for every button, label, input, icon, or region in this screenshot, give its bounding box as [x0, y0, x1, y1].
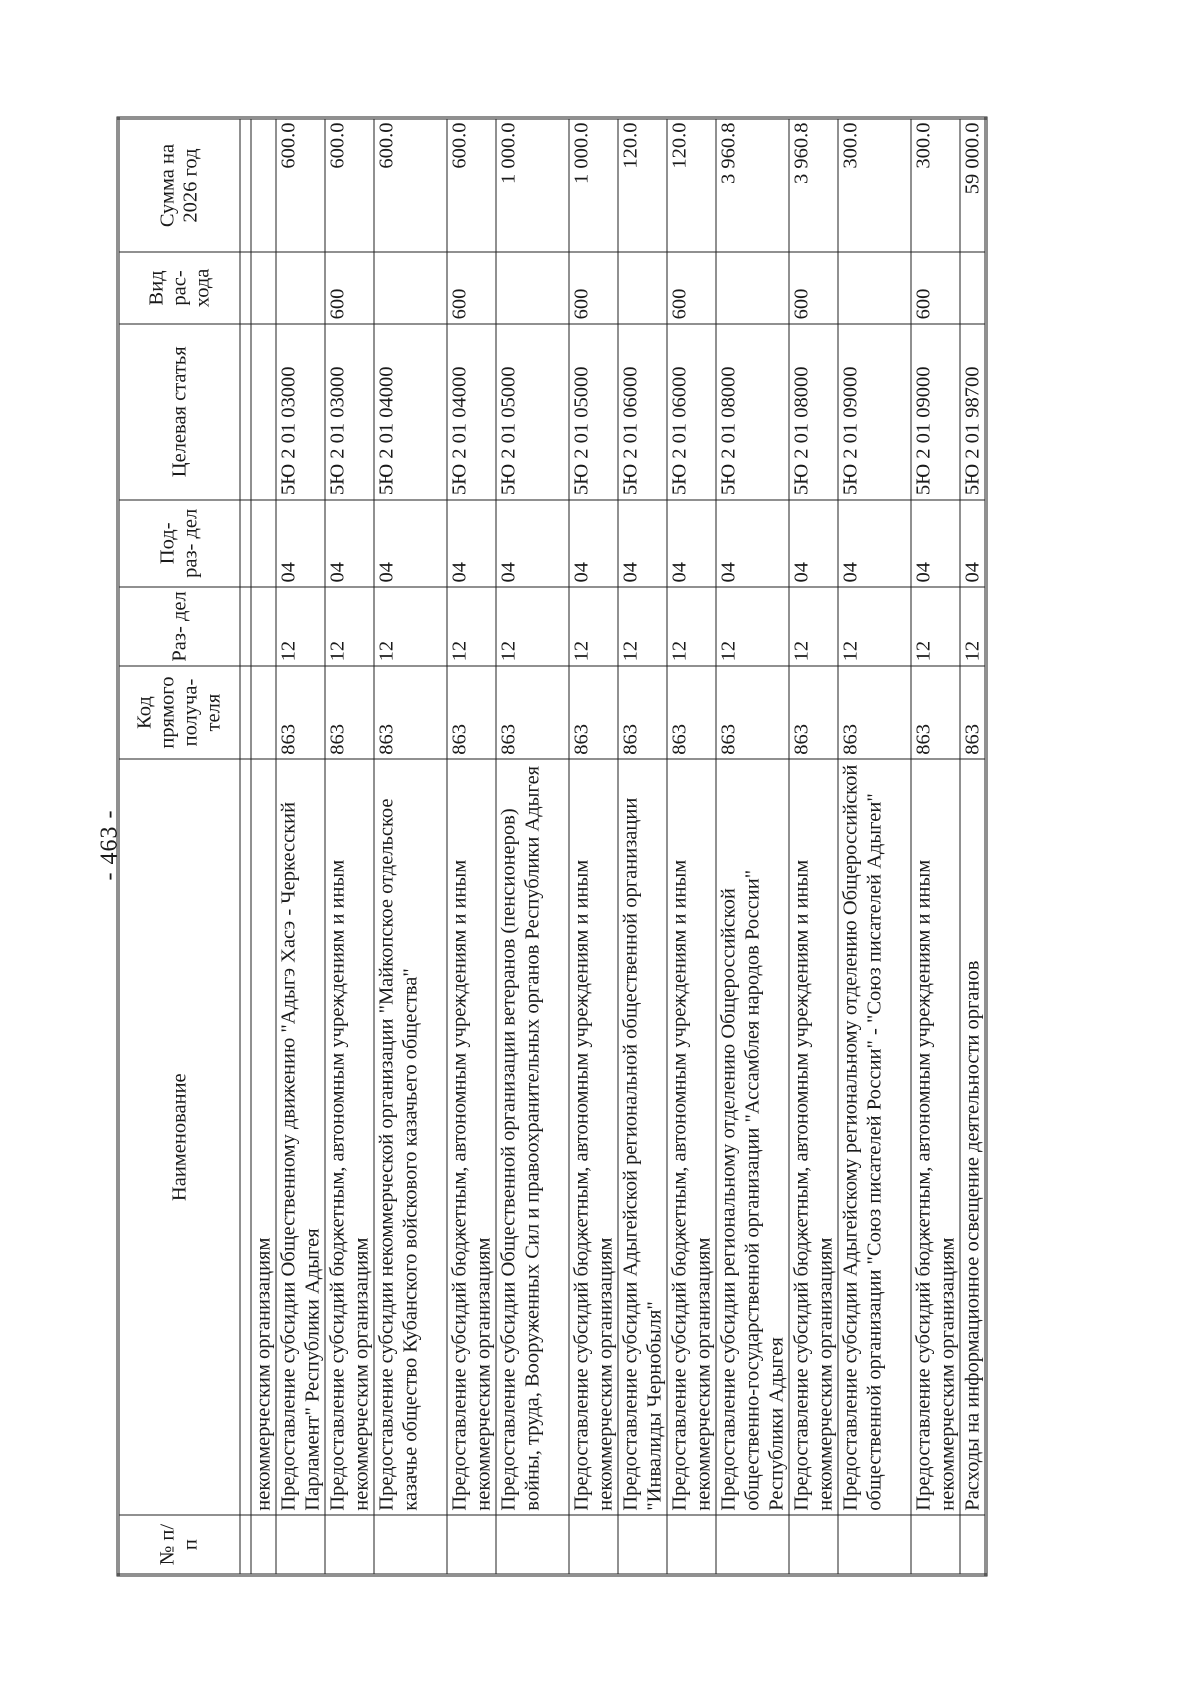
- cell-vid: 600: [789, 252, 838, 324]
- cell-celevaya: 5Ю 2 01 05000: [496, 324, 569, 500]
- cell-vid: 600: [667, 252, 716, 324]
- cell-summa: 1 000.0: [569, 118, 618, 252]
- table-row: [960, 118, 986, 1575]
- cell-no: [838, 1515, 911, 1575]
- cell-summa: 1 000.0: [496, 118, 569, 252]
- cell-razdel: 12: [618, 587, 667, 666]
- cell-no: [240, 1515, 251, 1575]
- cell-code: 863: [960, 666, 986, 759]
- cell-summa: 59 000.0: [960, 118, 986, 252]
- table-row: [789, 118, 838, 1575]
- cell-razdel: 12: [789, 587, 838, 666]
- cell-razdel: 12: [716, 587, 789, 666]
- cell-no: [374, 1515, 447, 1575]
- header-razdel: Раз- дел: [118, 587, 240, 666]
- cell-summa: 3 960.8: [716, 118, 789, 252]
- cell-no: [325, 1515, 374, 1575]
- cell-celevaya: [240, 324, 251, 500]
- cell-podrazdel: 04: [911, 500, 960, 587]
- header-podrazdel: Под- раз- дел: [118, 500, 240, 587]
- cell-name: Предоставление субсидии Адыгейской региональной общественной организации "Инвалиды Чернобыля": [618, 759, 667, 1515]
- cell-name: Предоставление субсидий бюджетным, автономным учреждениям и иным некоммерческим организациям: [667, 759, 716, 1515]
- cell-podrazdel: [251, 500, 276, 587]
- cell-name: Предоставление субсидий бюджетным, автономным учреждениям и иным некоммерческим организациям: [447, 759, 496, 1515]
- cell-no: [789, 1515, 838, 1575]
- cell-vid: [240, 252, 251, 324]
- cell-summa: 300.0: [838, 118, 911, 252]
- cell-summa: [251, 118, 276, 252]
- table-row: [618, 118, 667, 1575]
- cell-no: [251, 1515, 276, 1575]
- table-row: [325, 118, 374, 1575]
- table-row: [276, 118, 325, 1575]
- header-name: Наименование: [118, 759, 240, 1515]
- cell-code: 863: [496, 666, 569, 759]
- cell-no: [716, 1515, 789, 1575]
- header-code: Код прямого получа- теля: [118, 666, 240, 759]
- cell-podrazdel: [240, 500, 251, 587]
- cell-no: [569, 1515, 618, 1575]
- cell-podrazdel: 04: [496, 500, 569, 587]
- table-row: [911, 118, 960, 1575]
- table-row: [240, 118, 251, 1575]
- cell-razdel: 12: [374, 587, 447, 666]
- cell-no: [911, 1515, 960, 1575]
- cell-podrazdel: 04: [789, 500, 838, 587]
- cell-podrazdel: 04: [716, 500, 789, 587]
- cell-code: 863: [667, 666, 716, 759]
- cell-code: 863: [911, 666, 960, 759]
- cell-no: [667, 1515, 716, 1575]
- cell-podrazdel: 04: [960, 500, 986, 587]
- cell-name: Предоставление субсидий бюджетным, автономным учреждениям и иным некоммерческим организациям: [569, 759, 618, 1515]
- cell-vid: [251, 252, 276, 324]
- cell-celevaya: 5Ю 2 01 04000: [374, 324, 447, 500]
- cell-razdel: [240, 587, 251, 666]
- table-row: [374, 118, 447, 1575]
- cell-podrazdel: 04: [325, 500, 374, 587]
- cell-razdel: 12: [496, 587, 569, 666]
- cell-razdel: [251, 587, 276, 666]
- header-vid: Вид рас- хода: [118, 252, 240, 324]
- cell-name: Предоставление субсидии Общественной организации ветеранов (пенсионеров) войны, труда, Вооруженных Сил и правоохранительных органов Республики Адыгея: [496, 759, 569, 1515]
- table-row: [716, 118, 789, 1575]
- cell-razdel: 12: [325, 587, 374, 666]
- cell-podrazdel: 04: [618, 500, 667, 587]
- cell-summa: 3 960.8: [789, 118, 838, 252]
- cell-name: Предоставление субсидий бюджетным, автономным учреждениям и иным некоммерческим организациям: [911, 759, 960, 1515]
- cell-summa: 120.0: [667, 118, 716, 252]
- cell-celevaya: 5Ю 2 01 03000: [276, 324, 325, 500]
- cell-name: Предоставление субсидии региональному отделению Общероссийской общественно-государственной организации "Ассамблея народов России" Республики Адыгея: [716, 759, 789, 1515]
- cell-code: [251, 666, 276, 759]
- table-row: [838, 118, 911, 1575]
- cell-celevaya: 5Ю 2 01 09000: [911, 324, 960, 500]
- cell-name: Предоставление субсидии Общественному движению "Адыгэ Хасэ - Черкесский Парламент" Республики Адыгея: [276, 759, 325, 1515]
- cell-vid: [276, 252, 325, 324]
- table-row: [251, 118, 276, 1575]
- cell-vid: [618, 252, 667, 324]
- cell-name: Расходы на информационное освещение деятельности органов: [960, 759, 986, 1515]
- cell-no: [960, 1515, 986, 1575]
- table-row: [496, 118, 569, 1575]
- cell-code: 863: [276, 666, 325, 759]
- cell-code: 863: [838, 666, 911, 759]
- cell-celevaya: 5Ю 2 01 09000: [838, 324, 911, 500]
- cell-no: [618, 1515, 667, 1575]
- cell-summa: 600.0: [325, 118, 374, 252]
- cell-podrazdel: 04: [276, 500, 325, 587]
- cell-code: 863: [569, 666, 618, 759]
- cell-vid: [374, 252, 447, 324]
- cell-summa: 600.0: [447, 118, 496, 252]
- cell-code: 863: [618, 666, 667, 759]
- page-number: - 463 -: [96, 809, 123, 881]
- cell-vid: [716, 252, 789, 324]
- document-page: [1, 0, 1200, 1691]
- cell-vid: 600: [325, 252, 374, 324]
- cell-vid: [496, 252, 569, 324]
- cell-code: 863: [374, 666, 447, 759]
- cell-vid: 600: [447, 252, 496, 324]
- cell-no: [447, 1515, 496, 1575]
- cell-summa: [240, 118, 251, 252]
- header-celevaya: Целевая статья: [118, 324, 240, 500]
- cell-podrazdel: 04: [569, 500, 618, 587]
- cell-name: [240, 759, 251, 1515]
- table-row: [667, 118, 716, 1575]
- cell-vid: [838, 252, 911, 324]
- cell-celevaya: 5Ю 2 01 06000: [667, 324, 716, 500]
- cell-podrazdel: 04: [667, 500, 716, 587]
- cell-vid: 600: [911, 252, 960, 324]
- cell-summa: 600.0: [276, 118, 325, 252]
- cell-celevaya: 5Ю 2 01 08000: [716, 324, 789, 500]
- cell-razdel: 12: [276, 587, 325, 666]
- cell-code: 863: [447, 666, 496, 759]
- header-summa: Сумма на 2026 год: [118, 118, 240, 252]
- cell-celevaya: 5Ю 2 01 05000: [569, 324, 618, 500]
- table-header-row: [118, 118, 240, 1575]
- cell-name: Предоставление субсидии Адыгейскому региональному отделению Общероссийской общественной организации "Союз писателей России" - "Союз писателей Адыгеи": [838, 759, 911, 1515]
- cell-celevaya: [251, 324, 276, 500]
- table-row: [569, 118, 618, 1575]
- cell-podrazdel: 04: [374, 500, 447, 587]
- cell-code: 863: [789, 666, 838, 759]
- cell-razdel: 12: [838, 587, 911, 666]
- table-body: [240, 118, 986, 1575]
- cell-razdel: 12: [960, 587, 986, 666]
- header-no: № п/п: [118, 1515, 240, 1575]
- cell-summa: 600.0: [374, 118, 447, 252]
- cell-celevaya: 5Ю 2 01 03000: [325, 324, 374, 500]
- cell-celevaya: 5Ю 2 01 06000: [618, 324, 667, 500]
- cell-code: [240, 666, 251, 759]
- cell-celevaya: 5Ю 2 01 04000: [447, 324, 496, 500]
- cell-vid: [960, 252, 986, 324]
- cell-razdel: 12: [569, 587, 618, 666]
- cell-vid: 600: [569, 252, 618, 324]
- cell-podrazdel: 04: [447, 500, 496, 587]
- cell-razdel: 12: [911, 587, 960, 666]
- cell-name: Предоставление субсидии некоммерческой организации "Майкопское отдельское казачье общество Кубанского войскового казачьего общества": [374, 759, 447, 1515]
- cell-name: некоммерческим организациям: [251, 759, 276, 1515]
- cell-no: [496, 1515, 569, 1575]
- cell-name: Предоставление субсидий бюджетным, автономным учреждениям и иным некоммерческим организациям: [325, 759, 374, 1515]
- cell-celevaya: 5Ю 2 01 98700: [960, 324, 986, 500]
- cell-code: 863: [325, 666, 374, 759]
- cell-no: [276, 1515, 325, 1575]
- cell-celevaya: 5Ю 2 01 08000: [789, 324, 838, 500]
- cell-code: 863: [716, 666, 789, 759]
- cell-name: Предоставление субсидий бюджетным, автономным учреждениям и иным некоммерческим организациям: [789, 759, 838, 1515]
- cell-podrazdel: 04: [838, 500, 911, 587]
- cell-razdel: 12: [447, 587, 496, 666]
- cell-razdel: 12: [667, 587, 716, 666]
- cell-summa: 120.0: [618, 118, 667, 252]
- cell-summa: 300.0: [911, 118, 960, 252]
- budget-table: [117, 117, 988, 1577]
- table-row: [447, 118, 496, 1575]
